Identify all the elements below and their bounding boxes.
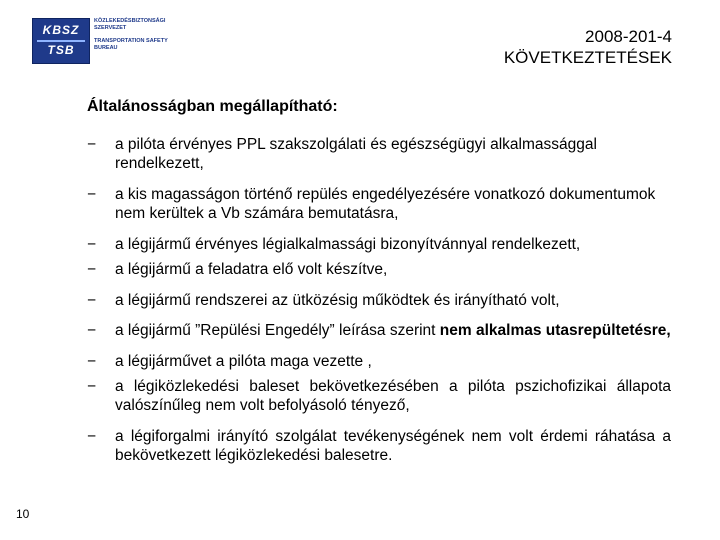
dash-bullet: − <box>87 261 97 278</box>
dash-bullet: − <box>87 378 97 395</box>
list-item: − a légiközlekedési baleset bekövetkezésében a pilóta pszichofizikai állapota valószínűleg nem volt befolyásoló tényező, <box>87 378 671 414</box>
list-item: − a légiforgalmi irányító szolgálat tevékenységének nem volt érdemi ráhatása a bekövetkezett légiközlekedési balesetre. <box>87 428 671 464</box>
list-item: − a légijárművet a pilóta maga vezette , <box>87 353 372 370</box>
logo-top-text: KBSZ <box>42 23 80 37</box>
dash-bullet: − <box>87 136 97 153</box>
header <box>504 26 672 68</box>
list-item: − a pilóta érvényes PPL szakszolgálati és egészségügyi alkalmassággal rendelkezett, <box>87 136 597 172</box>
logo-caption <box>94 18 194 52</box>
dash-bullet: − <box>87 353 97 370</box>
logo-bottom-text: TSB <box>47 43 75 57</box>
dash-bullet: − <box>87 236 97 253</box>
logo-line-2: SZERVEZET <box>94 25 127 31</box>
page-title: KÖVETKEZTETÉSEK <box>503 48 672 67</box>
dash-bullet: − <box>87 322 97 339</box>
list-item: − a légijármű rendszerei az ütközésig működtek és irányítható volt, <box>87 292 560 309</box>
logo-divider <box>37 40 85 42</box>
logo <box>32 18 182 64</box>
page-number: 10 <box>16 507 30 521</box>
dash-bullet: − <box>87 292 97 309</box>
logo-line-3: TRANSPORTATION SAFETY <box>94 38 168 44</box>
list-item: − a légijármű érvényes légialkalmassági bizonyítvánnyal rendelkezett, <box>87 236 581 253</box>
section-heading: Általánosságban megállapítható: <box>87 98 338 115</box>
dash-bullet: − <box>87 428 97 445</box>
list-item: − a kis magasságon történő repülés engedélyezésére vonatkozó dokumentumok nem kerültek a Vb számára bemutatásra, <box>87 186 656 222</box>
logo-mark <box>32 18 90 64</box>
list-item: − a légijármű ”Repülési Engedély” leírása szerint nem alkalmas utasrepültetésre, <box>87 322 671 339</box>
logo-line-1: KÖZLEKEDÉSBIZTONSÁGI <box>94 18 166 24</box>
list-item: − a légijármű a feladatra elő volt készítve, <box>87 261 388 278</box>
logo-line-4: BUREAU <box>94 45 118 51</box>
document-code: 2008-201-4 <box>585 27 672 46</box>
dash-bullet: − <box>87 186 97 203</box>
findings-list <box>87 135 671 465</box>
